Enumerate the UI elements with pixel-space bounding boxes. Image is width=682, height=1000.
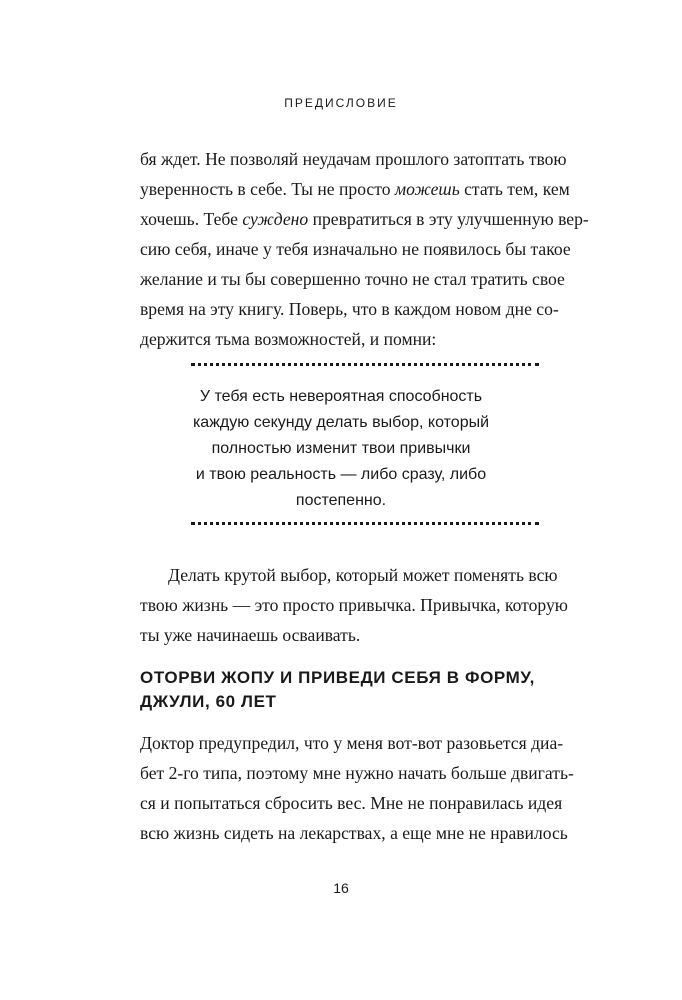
text-run: хочешь. Тебе bbox=[140, 209, 243, 229]
quote-line: каждую секунду делать выбор, который bbox=[192, 414, 490, 431]
text-line bbox=[140, 174, 570, 204]
paragraph-2 bbox=[140, 560, 568, 650]
text-line bbox=[140, 294, 559, 324]
text-line bbox=[140, 324, 540, 354]
text-run: превратиться в эту улучшенную вер- bbox=[308, 209, 589, 229]
text-line bbox=[140, 204, 589, 234]
quote-line: У тебя есть невероятная способность bbox=[199, 388, 483, 405]
text-line: твою жизнь — это просто привычка. Привычка, которую bbox=[140, 595, 568, 615]
pull-quote bbox=[171, 384, 511, 514]
text-line: ты уже начинаешь осваивать. bbox=[140, 625, 361, 645]
text-line: ся и попытаться сбросить вес. Мне не понравилась идея bbox=[140, 793, 563, 813]
heading-line: ОТОРВИ ЖОПУ И ПРИВЕДИ СЕБЯ В ФОРМУ, bbox=[140, 668, 535, 687]
text-line bbox=[140, 264, 565, 294]
quote-line: полностью изменит твои привычки bbox=[211, 440, 471, 457]
section-heading bbox=[140, 666, 560, 714]
heading-line: ДЖУЛИ, 60 ЛЕТ bbox=[140, 692, 277, 711]
quote-bottom-rule bbox=[191, 522, 539, 527]
page-number: 16 bbox=[333, 880, 349, 896]
text-line: бет 2-го типа, поэтому мне нужно начать больше двигать- bbox=[140, 763, 574, 783]
paragraph-1 bbox=[140, 144, 589, 354]
paragraph-3 bbox=[140, 728, 574, 848]
text-run: желание и ты бы совершенно точно не стал тратить свое bbox=[140, 269, 565, 289]
quote-line: постепенно. bbox=[295, 492, 387, 509]
emphasis-text: можешь bbox=[394, 179, 460, 199]
running-head: ПРЕДИСЛОВИЕ bbox=[284, 96, 398, 110]
quote-line: и твою реальность — либо сразу, либо bbox=[195, 466, 487, 483]
text-line bbox=[140, 234, 571, 264]
text-line: Доктор предупредил, что у меня вот-вот разовьется диа- bbox=[140, 733, 564, 753]
text-run: сию себя, иначе у тебя изначально не появилось бы такое bbox=[140, 239, 571, 259]
text-run: бя ждет. Не позволяй неудачам прошлого затоптать твою bbox=[140, 149, 567, 169]
text-run: уверенность в себе. Ты не просто bbox=[140, 179, 395, 199]
text-run: стать тем, кем bbox=[459, 179, 570, 199]
text-line: всю жизнь сидеть на лекарствах, а еще мне не нравилось bbox=[140, 823, 568, 843]
quote-top-rule bbox=[191, 363, 539, 368]
text-run: время на эту книгу. Поверь, что в каждом новом дне со- bbox=[140, 299, 559, 319]
text-line: Делать крутой выбор, который может поменять всю bbox=[168, 565, 558, 585]
text-run: держится тьма возможностей, и помни: bbox=[140, 329, 437, 349]
emphasis-text: суждено bbox=[242, 209, 309, 229]
text-line bbox=[140, 144, 567, 174]
